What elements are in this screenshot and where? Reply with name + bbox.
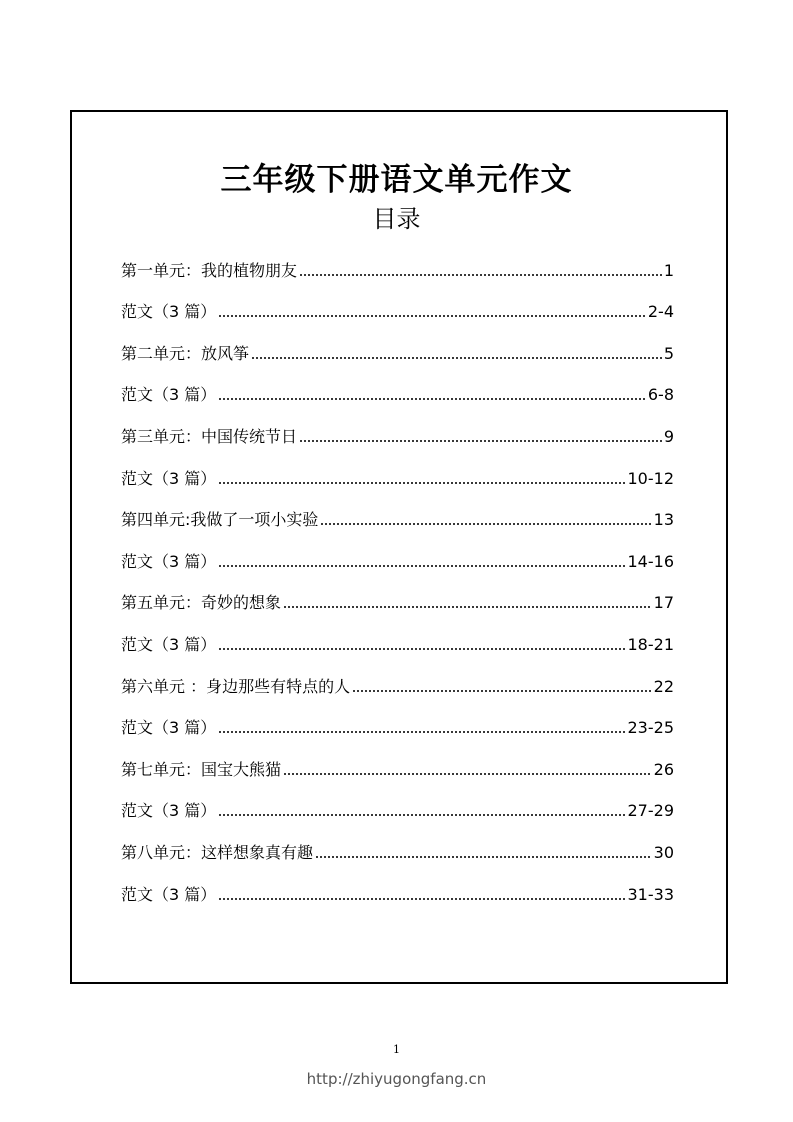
dot-leader: [299, 439, 662, 443]
toc-entry-page: 14-16: [627, 551, 674, 571]
dot-leader: [299, 273, 662, 277]
toc-entry-essays-7: [121, 791, 674, 833]
footer-url: http://zhiyugongfang.cn: [306, 1070, 487, 1088]
dot-leader: [251, 356, 662, 360]
toc-entry-page: 10-12: [627, 468, 674, 488]
toc-entry-label: 第一单元：我的植物朋友: [121, 260, 298, 280]
dot-leader: [283, 605, 652, 609]
toc-entry-page: 5: [663, 343, 674, 363]
dot-leader: [218, 481, 625, 485]
toc-entry-label: 第八单元：这样想象真有趣: [121, 842, 314, 862]
dot-leader: [218, 314, 646, 318]
dot-leader: [218, 397, 646, 401]
toc-entry-page: 30: [653, 842, 674, 862]
toc-entry-page: 9: [663, 426, 674, 446]
toc-entry-unit-8: [121, 832, 674, 874]
toc-entry-label: 范文（3 篇）: [121, 718, 217, 738]
dot-leader: [218, 813, 625, 817]
toc-entry-page: 22: [653, 676, 674, 696]
toc-entry-unit-2: [121, 333, 674, 375]
toc-heading: 目录: [372, 205, 421, 233]
page-number: 1: [393, 1043, 400, 1056]
toc-entry-essays-8: [121, 874, 674, 916]
toc-entry-essays-4: [121, 541, 674, 583]
toc-entry-essays-2: [121, 375, 674, 417]
toc-entry-label: 第六单元 ：身边那些有特点的人: [121, 676, 351, 696]
toc-entry-label: 范文（3 篇）: [121, 385, 217, 405]
toc-entry-unit-1: [121, 250, 674, 292]
toc-entry-page: 17: [653, 593, 674, 613]
toc-entry-essays-5: [121, 624, 674, 666]
toc-entry-page: 23-25: [627, 718, 674, 738]
toc-entry-label: 第三单元：中国传统节日: [121, 426, 298, 446]
toc-entry-label: 范文（3 篇）: [121, 634, 217, 654]
toc-entry-essays-3: [121, 458, 674, 500]
toc-entry-page: 1: [663, 260, 674, 280]
toc-entry-page: 18-21: [627, 634, 674, 654]
table-of-contents: [121, 250, 674, 916]
dot-leader: [315, 855, 652, 859]
toc-entry-unit-6: [121, 666, 674, 708]
toc-entry-label: 范文（3 篇）: [121, 551, 217, 571]
toc-entry-label: 第四单元:我做了一项小实验: [121, 510, 319, 530]
toc-entry-page: 31-33: [627, 884, 674, 904]
dot-leader: [320, 522, 651, 526]
toc-entry-essays-6: [121, 708, 674, 750]
dot-leader: [218, 564, 625, 568]
toc-entry-label: 范文（3 篇）: [121, 302, 217, 322]
toc-entry-unit-7: [121, 749, 674, 791]
toc-entry-unit-3: [121, 416, 674, 458]
dot-leader: [218, 897, 625, 901]
dot-leader: [218, 647, 625, 651]
toc-entry-page: 27-29: [627, 801, 674, 821]
toc-entry-page: 13: [653, 510, 674, 530]
toc-entry-label: 范文（3 篇）: [121, 801, 217, 821]
toc-entry-unit-4: [121, 500, 674, 542]
toc-entry-unit-5: [121, 583, 674, 625]
toc-entry-label: 范文（3 篇）: [121, 884, 217, 904]
toc-entry-page: 2-4: [647, 302, 674, 322]
toc-entry-page: 26: [653, 759, 674, 779]
toc-entry-label: 第七单元：国宝大熊猫: [121, 759, 282, 779]
toc-entry-label: 第五单元：奇妙的想象: [121, 593, 282, 613]
toc-entry-label: 第二单元：放风筝: [121, 343, 250, 363]
toc-entry-label: 范文（3 篇）: [121, 468, 217, 488]
dot-leader: [283, 772, 652, 776]
toc-entry-essays-1: [121, 292, 674, 334]
toc-entry-page: 6-8: [647, 385, 674, 405]
dot-leader: [352, 689, 652, 693]
dot-leader: [218, 730, 625, 734]
document-title: 三年级下册语文单元作文: [220, 162, 573, 198]
